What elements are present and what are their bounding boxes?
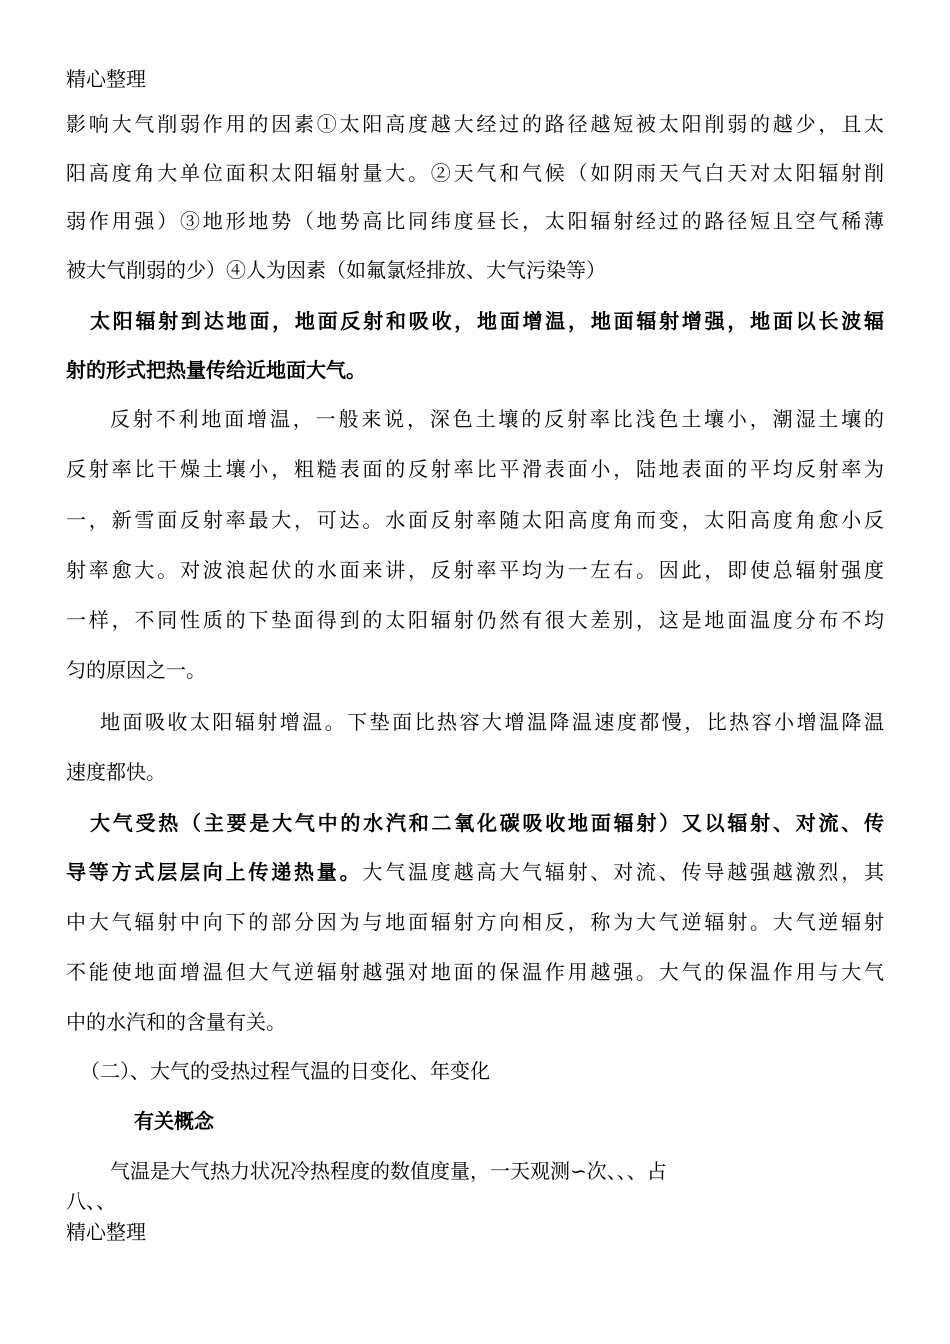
paragraph-3-line-3: 一，新雪面反射率最大，可达。水面反射率随太阳高度角而变，太阳高度角愈小反 — [66, 508, 884, 532]
section-heading: （二）、大气的受热过程气温的日变化、年变化 — [80, 1059, 490, 1083]
paragraph-3-line-2: 反射率比干燥土壤小，粗糙表面的反射率比平滑表面小，陆地表面的平均反射率为 — [66, 457, 884, 481]
paragraph-2-line-2: 射的形式把热量传给近地面大气。 — [66, 358, 366, 382]
page-header: 精心整理 — [66, 67, 146, 91]
paragraph-6-line-2: 八、、 — [66, 1189, 116, 1213]
paragraph-4-line-2: 速度都快。 — [66, 760, 166, 784]
paragraph-5-line-1: 大气受热（主要是大气中的水汽和二氧化碳吸收地面辐射）又以辐射、对流、传 — [90, 811, 884, 835]
paragraph-5-line-2-bold: 导等方式层层向上传递热量。 — [66, 860, 363, 884]
paragraph-1-line-3: 弱作用强）③地形地势（地势高比同纬度昼长，太阳辐射经过的路径短且空气稀薄 — [66, 209, 884, 233]
paragraph-3-line-6: 匀的原因之一。 — [66, 658, 206, 682]
paragraph-5-line-4: 不能使地面增温但大气逆辐射越强对地面的保温作用越强。大气的保温作用与大气 — [66, 960, 884, 984]
paragraph-2-line-1: 太阳辐射到达地面，地面反射和吸收，地面增温，地面辐射增强，地面以长波辐 — [90, 309, 884, 333]
paragraph-5-line-2-rest: 大气温度越高大气辐射、对流、传导越强越激烈，其 — [362, 860, 885, 884]
paragraph-1-line-1: 影响大气削弱作用的因素①太阳高度越大经过的路径越短被太阳削弱的越少，且太 — [66, 112, 884, 136]
paragraph-4-line-1: 地面吸收太阳辐射增温。下垫面比热容大增温降温速度都慢，比热容小增温降温 — [100, 710, 884, 734]
paragraph-5-line-2 — [66, 859, 884, 885]
paragraph-1-line-2: 阳高度角大单位面积太阳辐射量大。②天气和气候（如阴雨天气白天对太阳辐射削 — [66, 161, 884, 185]
paragraph-1-line-4: 被大气削弱的少）④人为因素（如氟氯烃排放、大气污染等） — [66, 258, 606, 282]
page-footer: 精心整理 — [66, 1220, 146, 1244]
paragraph-5-line-3: 中大气辐射中向下的部分因为与地面辐射方向相反，称为大气逆辐射。大气逆辐射 — [66, 910, 884, 934]
paragraph-6-line-1: 气温是大气热力状况冷热程度的数值度量，一天观测∽次、、、占 — [110, 1159, 667, 1183]
subheading: 有关概念 — [134, 1109, 214, 1133]
paragraph-3-line-1: 反射不利地面增温，一般来说，深色土壤的反射率比浅色土壤小，潮湿土壤的 — [110, 407, 884, 431]
paragraph-3-line-5: 一样，不同性质的下垫面得到的太阳辐射仍然有很大差别，这是地面温度分布不均 — [66, 608, 884, 632]
paragraph-3-line-4: 射率愈大。对波浪起伏的水面来讲，反射率平均为一左右。因此，即使总辐射强度 — [66, 558, 884, 582]
paragraph-5-line-5: 中的水汽和的含量有关。 — [66, 1010, 286, 1034]
